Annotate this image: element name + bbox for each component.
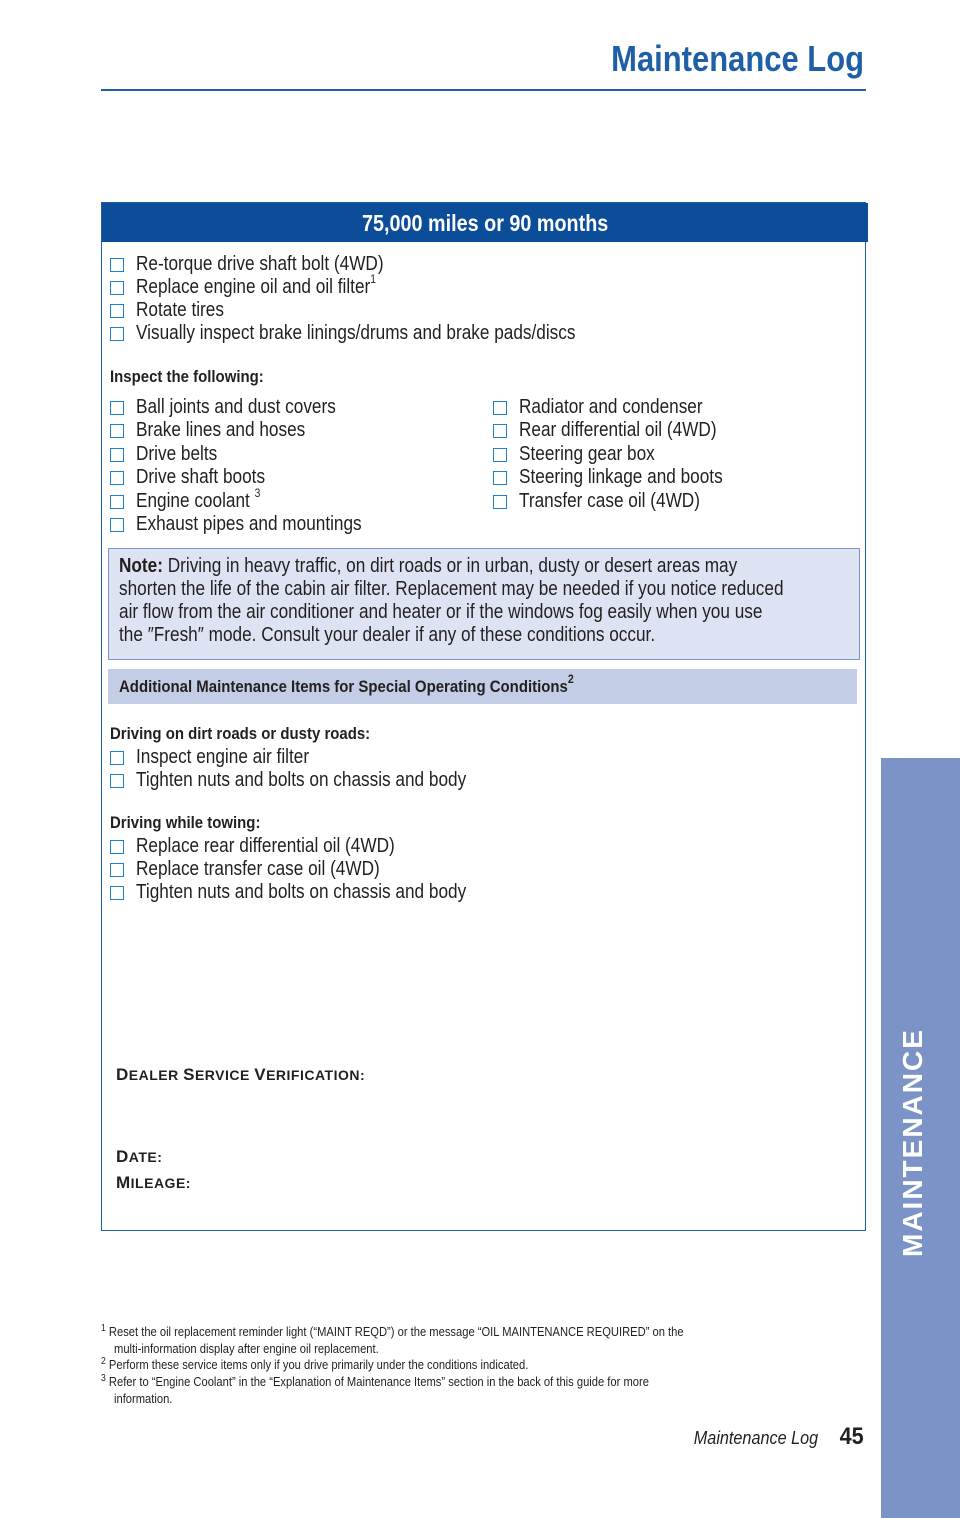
towing-heading: Driving while towing:	[110, 813, 261, 832]
dealer-service-verification-label: DEALER SERVICE VERIFICATION:	[116, 1065, 366, 1084]
footnote: multi-information display after engine oil replacement.	[114, 1341, 379, 1356]
maintenance-log-box: 75,000 miles or 90 months Re-torque drive shaft bolt (4WD) Replace engine oil and oil filter$^1$ Rotate tires Visually inspect brake linings/drums and brake pads/discs Inspect the following: Ball joints and dust covers Brake lines and hoses Drive belts Drive shaft boots Engine coolant $^3$ Exhaust pipes and mountings Radiator and condenser Rear differential oil (4WD) Steering gear box Steering linkage and boots Transfer case oil (4WD) Note: Driving in heavy traffic, on dirt roads or in urban, dusty or desert areas may shorten the life of the cabin air filter. Replacement may be needed if you notice reduced air flow from the air conditioner and heater or if the windows fog easily when you use the ″Fresh″ mode. Consult your dealer if any of these conditions occur. Additional Maintenance Items for Special Operating Conditions$^2$ Driving on dirt roads or dusty roads: Inspect engine air filter Tighten nuts and bolts on chassis and body Driving while towing: Replace rear differential oil (4WD) Replace transfer case oil (4WD) Tighten nuts and bolts on chassis and body DEALER SERVICE VERIFICATION: DATE: MILEAGE:	[101, 202, 866, 1231]
checkbox[interactable]	[493, 448, 507, 462]
checkbox[interactable]	[493, 401, 507, 415]
footnote: $^1$ Reset the oil replacement reminder light (“MAINT REQD”) or the message “OIL MAINTENANCE REQUIRED” on the	[101, 1322, 684, 1339]
checkbox[interactable]	[110, 424, 124, 438]
note-line: Note: Driving in heavy traffic, on dirt roads or in urban, dusty or desert areas may	[119, 555, 738, 577]
title-rule	[101, 89, 866, 91]
checkbox[interactable]	[110, 751, 124, 765]
folio-label: Maintenance Log	[693, 1428, 818, 1448]
note-line: air flow from the air conditioner and heater or if the windows fog easily when you use	[119, 601, 763, 623]
footnote: $^2$ Perform these service items only if you drive primarily under the conditions indicated.	[101, 1355, 529, 1372]
additional-maintenance-bar	[108, 669, 857, 704]
note-line: shorten the life of the cabin air filter. Replacement may be needed if you notice reduced	[119, 578, 784, 600]
checkbox[interactable]	[110, 774, 124, 788]
log-header: 75,000 miles or 90 months	[102, 203, 868, 242]
footnote: information.	[114, 1391, 173, 1406]
checkbox[interactable]	[110, 448, 124, 462]
checkbox[interactable]	[110, 327, 124, 341]
note-box	[108, 548, 860, 660]
checkbox[interactable]	[110, 471, 124, 485]
mileage-label: MILEAGE:	[116, 1173, 191, 1192]
inspect-heading: Inspect the following:	[110, 367, 264, 386]
checkbox[interactable]	[110, 840, 124, 854]
checkbox[interactable]	[110, 863, 124, 877]
checkbox[interactable]	[110, 304, 124, 318]
checkbox[interactable]	[110, 258, 124, 272]
side-tab-label: MAINTENANCE	[897, 1028, 928, 1257]
footnote: $^3$ Refer to “Engine Coolant” in the “Explanation of Maintenance Items” section in the back of this guide for more	[101, 1372, 649, 1389]
checkbox[interactable]	[110, 401, 124, 415]
additional-maintenance-title: Additional Maintenance Items for Special Operating Conditions$^2$	[119, 672, 574, 696]
date-label: DATE:	[116, 1147, 163, 1166]
checkbox[interactable]	[493, 495, 507, 509]
checkbox[interactable]	[493, 424, 507, 438]
note-label: Note:	[119, 555, 163, 577]
note-line: the ″Fresh″ mode. Consult your dealer if any of these conditions occur.	[119, 624, 656, 646]
checkbox[interactable]	[493, 471, 507, 485]
dirt-roads-heading: Driving on dirt roads or dusty roads:	[110, 724, 371, 743]
page-title: Maintenance Log	[611, 38, 864, 79]
checkbox[interactable]	[110, 518, 124, 532]
checkbox[interactable]	[110, 281, 124, 295]
checkbox[interactable]	[110, 495, 124, 509]
checkbox[interactable]	[110, 886, 124, 900]
page-number: 45	[839, 1423, 864, 1450]
